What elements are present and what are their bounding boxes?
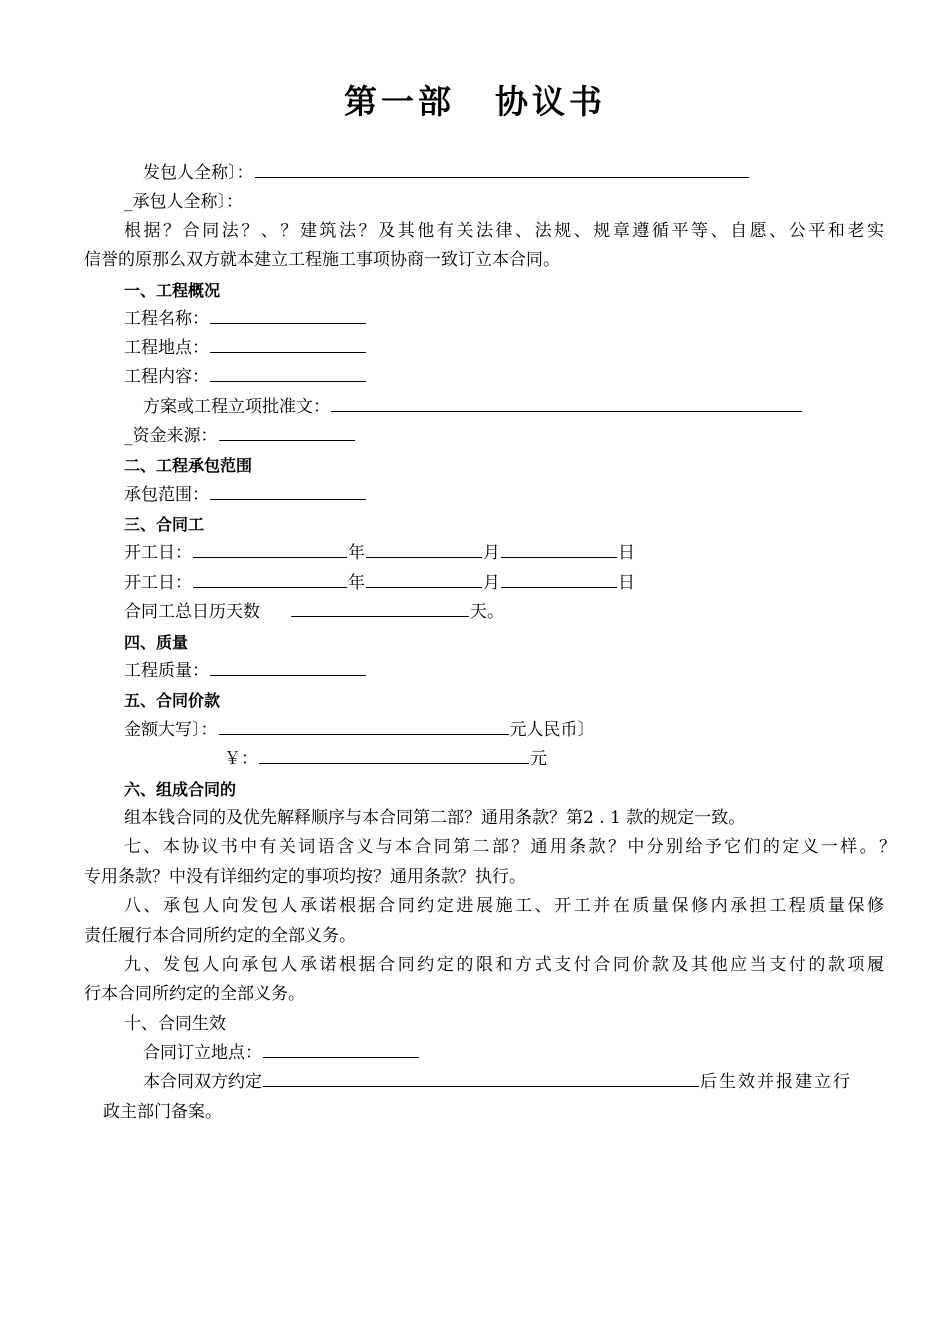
- section-4-heading: 四、质量: [124, 633, 189, 652]
- section-9-line-1: 九、发包人向承包人承诺根据合同约定的限和方式支付合同价款及其他应当支付的款项履: [124, 955, 884, 975]
- yuan-unit: 元: [530, 749, 547, 769]
- preamble-line-2: 信誉的原那么双方就本建立工程施工事项协商一致订立本合同。: [84, 250, 560, 270]
- project-name-blank[interactable]: [210, 305, 366, 324]
- start-day-unit: 日: [618, 543, 635, 563]
- effective-label: 本合同双方约定: [143, 1072, 262, 1092]
- start-month-blank[interactable]: [366, 539, 482, 558]
- days-unit: 天。: [470, 602, 504, 622]
- section-6-text: 组本钱合同的及优先解释顺序与本合同第二部？通用条款？第2 . 1 款的规定一致。: [124, 808, 746, 828]
- quality-label: 工程质量：: [124, 661, 209, 681]
- section-1-heading: 一、工程概况: [124, 281, 221, 300]
- section-2-heading: 二、工程承包范围: [124, 456, 253, 475]
- start-year-blank[interactable]: [193, 539, 347, 558]
- signing-place-line: [143, 1039, 420, 1068]
- project-location-line: [124, 334, 367, 363]
- title-name: 协议书: [495, 82, 606, 121]
- yen-label: ￥：: [224, 749, 258, 769]
- effective-after: 后生效并报建立行: [700, 1072, 852, 1092]
- start-month-unit: 月: [483, 543, 500, 563]
- start-date-label: 开工日：: [124, 543, 192, 563]
- effective-line: [143, 1068, 852, 1097]
- title-part: 第一部: [344, 82, 455, 121]
- total-days-blank[interactable]: [291, 598, 469, 617]
- end-day-blank[interactable]: [501, 569, 617, 588]
- section-8-line-2: 责任履行本合同所约定的全部义务。: [84, 926, 356, 946]
- funds-prefix: _: [124, 426, 133, 446]
- quality-blank[interactable]: [210, 657, 366, 676]
- section-5-heading: 五、合同价款: [124, 691, 221, 710]
- section-7-line-2: 专用条款？中没有详细约定的事项均按？通用条款？执行。: [84, 867, 526, 887]
- project-location-blank[interactable]: [210, 334, 366, 353]
- scope-blank[interactable]: [210, 481, 366, 500]
- currency-words-unit: 元人民币〕: [509, 720, 595, 740]
- amount-words-label: 金额大写〕：: [124, 720, 218, 740]
- project-content-label: 工程内容：: [124, 367, 209, 387]
- quality-line: [124, 657, 367, 686]
- approval-line: [143, 393, 803, 422]
- section-9-line-2: 行本合同所约定的全部义务。: [84, 984, 305, 1004]
- section-6-heading: 六、组成合同的: [124, 780, 237, 799]
- signing-place-label: 合同订立地点：: [143, 1043, 262, 1063]
- amount-words-blank[interactable]: [219, 716, 509, 735]
- funds-line: [124, 422, 356, 451]
- signing-place-blank[interactable]: [263, 1039, 419, 1058]
- project-content-line: [124, 363, 367, 392]
- start-date-line: [124, 539, 635, 568]
- contractor-label: 承包人全称〕：: [132, 192, 243, 212]
- filing-line: 政主部门备案。: [103, 1102, 222, 1122]
- start-day-blank[interactable]: [501, 539, 617, 558]
- section-3-heading: 三、合同工: [124, 515, 205, 534]
- end-month-blank[interactable]: [366, 569, 482, 588]
- preamble-line-1: 根据？合同法？、？建筑法？及其他有关法律、法规、规章遵循平等、自愿、公平和老实: [124, 221, 884, 241]
- section-8-line-1: 八、承包人向发包人承诺根据合同约定进展施工、开工并在质量保修内承担工程质量保修: [124, 896, 884, 916]
- scope-label: 承包范围：: [124, 485, 209, 505]
- total-days-label: 合同工总日历天数: [124, 602, 260, 622]
- contractor-prefix: _: [124, 192, 133, 212]
- amount-figures-blank[interactable]: [259, 745, 529, 764]
- funds-blank[interactable]: [219, 422, 355, 441]
- funds-label: 资金来源：: [132, 426, 218, 446]
- project-name-label: 工程名称：: [124, 309, 209, 329]
- approval-label: 方案或工程立项批准文：: [143, 397, 330, 417]
- employer-line: [143, 159, 750, 188]
- end-year-unit: 年: [348, 573, 365, 593]
- end-month-unit: 月: [483, 573, 500, 593]
- total-days-line: [124, 598, 504, 627]
- section-10-heading: 十、合同生效: [124, 1014, 226, 1034]
- employer-label: 发包人全称〕：: [143, 163, 254, 183]
- page-title: [0, 76, 950, 123]
- effective-blank[interactable]: [263, 1068, 699, 1087]
- contractor-line: [124, 188, 243, 217]
- start-year-unit: 年: [348, 543, 365, 563]
- amount-words-line: [124, 716, 595, 745]
- employer-blank[interactable]: [255, 159, 749, 178]
- approval-blank[interactable]: [331, 393, 802, 412]
- end-year-blank[interactable]: [193, 569, 347, 588]
- end-date-label: 开工日：: [124, 573, 192, 593]
- scope-line: [124, 481, 367, 510]
- project-location-label: 工程地点：: [124, 338, 209, 358]
- amount-figures-line: [224, 745, 547, 774]
- end-date-line: [124, 569, 635, 598]
- end-day-unit: 日: [618, 573, 635, 593]
- section-7-line-1: 七、本协议书中有关词语含义与本合同第二部？通用条款？中分别给予它们的定义一样。？: [124, 837, 896, 857]
- project-name-line: [124, 305, 367, 334]
- project-content-blank[interactable]: [210, 363, 366, 382]
